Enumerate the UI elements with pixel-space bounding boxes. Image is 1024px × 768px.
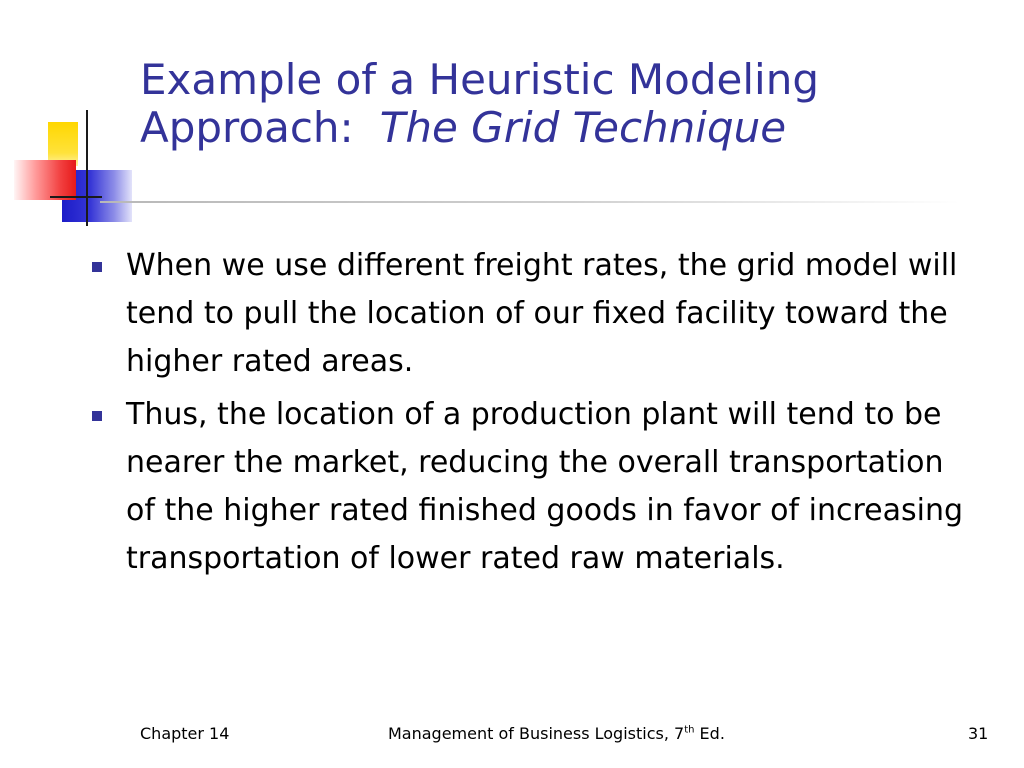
title-subtitle: The Grid Technique: [379, 103, 787, 152]
footer-book-title-main: Management of Business Logistics, 7: [388, 724, 685, 743]
footer-chapter: Chapter 14: [140, 724, 230, 743]
footer-page-number: 31: [968, 724, 989, 743]
title-prefix: Approach:: [140, 103, 354, 152]
bullet-item: [92, 391, 972, 583]
footer-book-title-suffix: Ed.: [694, 724, 725, 743]
decorative-red-square: [14, 160, 76, 200]
slide-title: [140, 56, 1000, 152]
bullet-square-icon: [92, 262, 102, 272]
title-line-1: Example of a Heuristic Modeling: [140, 55, 819, 104]
bullet-square-icon: [92, 411, 102, 421]
title-divider: [100, 201, 960, 203]
decorative-horizontal-line: [50, 196, 102, 198]
bullet-list: [92, 242, 972, 588]
decorative-vertical-line: [86, 110, 88, 226]
footer-book-title: [388, 724, 725, 744]
title-line-2: [140, 104, 1000, 152]
bullet-text: Thus, the location of a production plant will tend to be nearer the market, reducing the overall transportation of the higher rated finished goods in favor of increasing transportation of lower rated raw materials.: [126, 397, 963, 576]
footer-book-title-superscript: th: [684, 724, 695, 736]
bullet-item: [92, 242, 972, 386]
bullet-text: When we use different freight rates, the grid model will tend to pull the location of our fixed facility toward the higher rated areas.: [126, 248, 958, 379]
